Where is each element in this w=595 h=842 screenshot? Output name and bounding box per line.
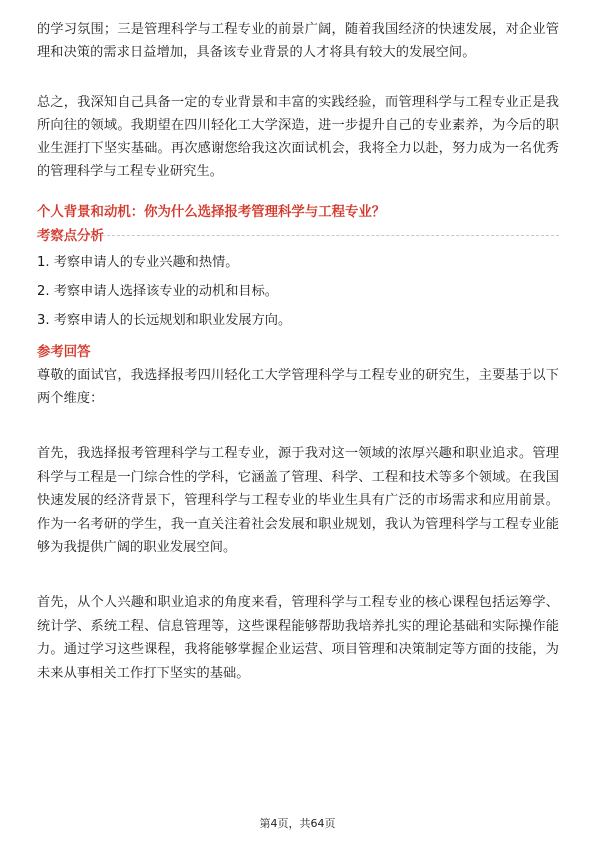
question-title: 个人背景和动机：你为什么选择报考管理科学与工程专业？ bbox=[37, 205, 386, 220]
analysis-item: 3. 考察申请人的长远规划和职业发展方向。 bbox=[37, 313, 292, 328]
intro-paragraph-1: 的学习氛围；三是管理科学与工程专业的前景广阔，随着我国经济的快速发展，对企业管理和决策的需求日益增加，具备该专业背景的人才将具有较大的发展空间。 bbox=[37, 22, 559, 60]
answer-paragraph-3: 首先，从个人兴趣和职业追求的角度来看，管理科学与工程专业的核心课程包括运筹学、统计学、系统工程、信息管理等，这些课程能够帮助我培养扎实的理论基础和实际操作能力。通过学习这些课程，我将能够掌握企业运营、项目管理和决策制定等方面的技能，为未来从事相关工作打下坚实的基础。 bbox=[37, 594, 559, 681]
answer-paragraph-1: 尊敬的面试官，我选择报考四川轻化工大学管理科学与工程专业的研究生，主要基于以下两个维度： bbox=[37, 368, 559, 406]
analysis-item: 1. 考察申请人的专业兴趣和热情。 bbox=[37, 255, 239, 270]
intro-paragraph-2: 总之，我深知自己具备一定的专业背景和丰富的实践经验，而管理科学与工程专业正是我所向往的领域。我期望在四川轻化工大学深造，进一步提升自己的专业素养，为今后的职业生涯打下坚实基础。再次感谢您给我这次面试机会，我将全力以赴，努力成为一名优秀的管理科学与工程专业研究生。 bbox=[37, 95, 559, 179]
answer-heading: 参考回答 bbox=[37, 345, 91, 360]
analysis-heading: 考察点分析 bbox=[37, 229, 104, 244]
section-divider bbox=[37, 235, 559, 236]
document-page bbox=[37, 18, 559, 685]
page-number: 第4页，共64页 bbox=[259, 817, 336, 830]
analysis-item: 2. 考察申请人选择该专业的动机和目标。 bbox=[37, 284, 278, 299]
answer-paragraph-2: 首先，我选择报考管理科学与工程专业，源于我对这一领域的浓厚兴趣和职业追求。管理科学与工程是一门综合性的学科，它涵盖了管理、科学、工程和技术等多个领域。在我国快速发展的经济背景下，管理科学与工程专业的毕业生具有广泛的市场需求和应用前景。作为一名考研的学生，我一直关注着社会发展和职业规划，我认为管理科学与工程专业能够为我提供广阔的职业发展空间。 bbox=[37, 446, 559, 556]
